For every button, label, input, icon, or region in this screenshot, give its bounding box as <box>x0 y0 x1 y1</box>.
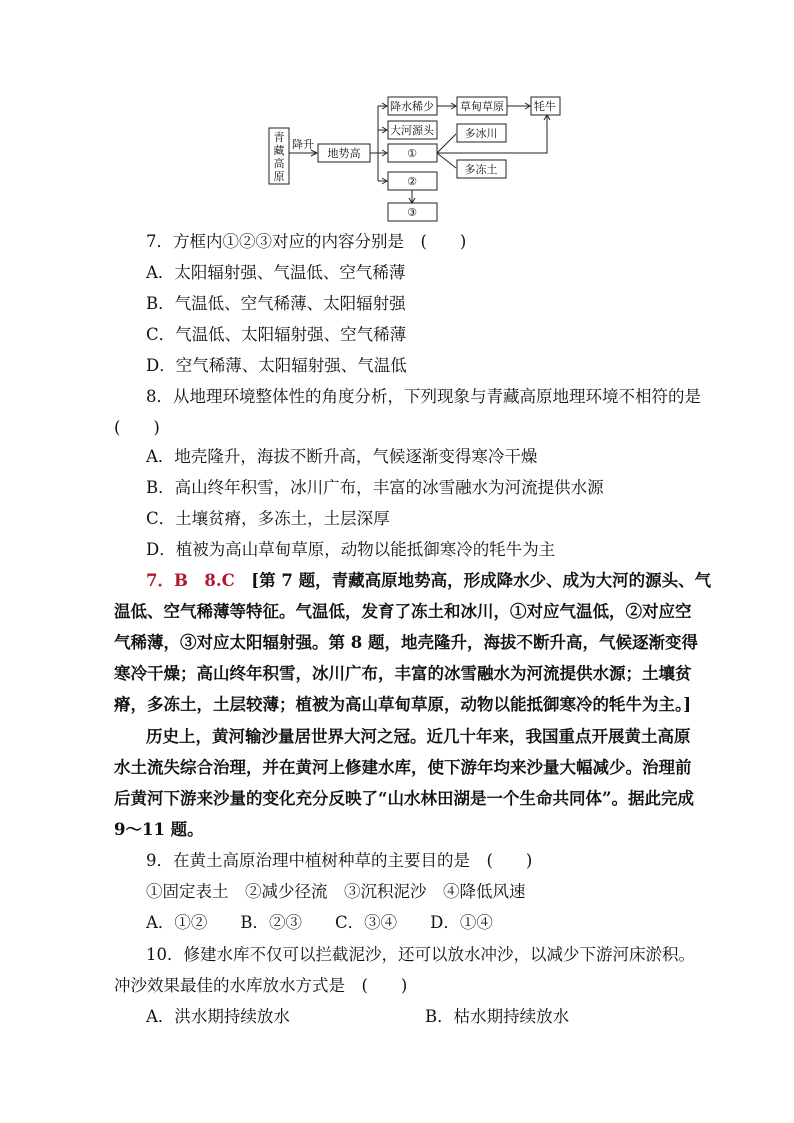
river-source-label: 大河源头 <box>390 124 434 137</box>
q8-option-c: C．土壤贫瘠，多冻土，土层深厚 <box>146 509 390 528</box>
q8-stem: 8．从地理环境整体性的角度分析，下列现象与青藏高原地理环境不相符的是 <box>146 387 701 406</box>
q7-option-b: B．气温低、空气稀薄、太阳辐射强 <box>146 294 406 313</box>
flow-diagram <box>0 0 794 230</box>
uplift-label: 降升 <box>292 138 314 151</box>
box-3-label: ③ <box>407 206 417 219</box>
q7-option-c: C．气温低、太阳辐射强、空气稀薄 <box>146 325 407 344</box>
answer-line-3: 气稀薄，③对应太阳辐射强。第 8 题，地壳隆升，海拔不断升高，气候逐渐变得 <box>114 633 698 652</box>
passage-line-4: 9～11 题。 <box>114 820 204 839</box>
meadow-label: 草甸草原 <box>460 100 504 113</box>
plateau-char-2: 藏 <box>273 144 285 157</box>
q10-stem-1: 10．修建水库不仅可以拦截泥沙，还可以放水冲沙，以减少下游河床淤积。 <box>146 945 695 964</box>
answer-line-1 <box>146 571 711 591</box>
passage-line-3: 后黄河下游来沙量的变化充分反映了“山水林田湖是一个生命共同体”。据此完成 <box>114 789 694 808</box>
q10-option-a: A．洪水期持续放水 <box>146 1007 290 1026</box>
answer-line-2: 温低、空气稀薄等特征。气温低，发育了冻土和冰川，①对应气温低，②对应空 <box>114 602 692 621</box>
arrow-1-to-frozen <box>437 153 456 168</box>
frozen-soil-label: 多冻土 <box>464 163 498 176</box>
q8-paren: ( ) <box>114 418 160 437</box>
q10-stem-2: 冲沙效果最佳的水库放水方式是 ( ) <box>114 976 408 995</box>
q9-stem: 9．在黄土高原治理中植树种草的主要目的是 ( ) <box>146 851 533 870</box>
yak-label: 牦牛 <box>534 100 556 113</box>
answer-line-4: 寒冷干燥；高山终年积雪，冰川广布，丰富的冰雪融水为河流提供水源；土壤贫 <box>114 664 692 683</box>
glacier-label: 多冰川 <box>464 127 498 140</box>
q7-stem: 7．方框内①②③对应的内容分别是 ( ) <box>146 232 467 251</box>
answer-line-5: 瘠，多冻土，土层较薄；植被为高山草甸草原，动物以能抵御寒冷的牦牛为主。] <box>114 695 692 714</box>
less-rain-label: 降水稀少 <box>390 100 434 113</box>
plateau-char-4: 原 <box>273 170 285 183</box>
arrow-1-to-glacier <box>437 134 456 153</box>
answer-text-1: [第 7 题，青藏高原地势高，形成降水少、成为大河的源头、气 <box>251 571 712 590</box>
terrain-high-label: 地势高 <box>327 147 361 160</box>
q10-option-b: B．枯水期持续放水 <box>425 1007 570 1026</box>
q8-option-d: D．植被为高山草甸草原，动物以能抵御寒冷的牦牛为主 <box>146 540 556 559</box>
passage-line-1: 历史上，黄河输沙量居世界大河之冠。近几十年来，我国重点开展黄土高原 <box>146 727 691 746</box>
plateau-char-1: 青 <box>273 131 285 144</box>
passage-line-2: 水土流失综合治理，并在黄河上修建水库，使下游年均来沙量大幅减少。治理前 <box>114 758 692 777</box>
plateau-char-3: 高 <box>273 157 285 170</box>
box-1-label: ① <box>407 147 417 160</box>
q9-options: A．①② B．②③ C．③④ D．①④ <box>146 913 493 932</box>
q7-option-d: D．空气稀薄、太阳辐射强、气温低 <box>146 356 407 375</box>
answer-key: 7．B 8.C <box>146 571 235 590</box>
q7-option-a: A．太阳辐射强、气温低、空气稀薄 <box>146 263 406 282</box>
box-2-label: ② <box>407 175 417 188</box>
q8-option-b: B．高山终年积雪，冰川广布，丰富的冰雪融水为河流提供水源 <box>146 478 604 497</box>
q8-option-a: A．地壳隆升，海拔不断升高，气候逐渐变得寒冷干燥 <box>146 447 538 466</box>
q9-items: ①固定表土 ②减少径流 ③沉积泥沙 ④降低风速 <box>146 882 526 901</box>
